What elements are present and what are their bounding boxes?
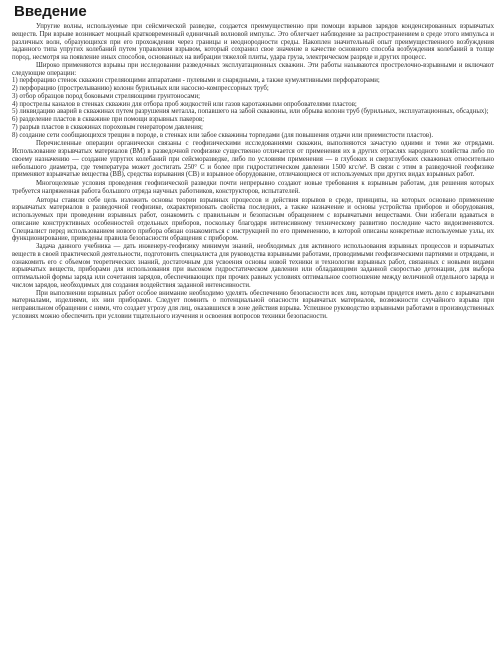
paragraph: 2) перфорацию (прострелыванию) колонн бурильных или насосно-компрессорных труб; (12, 85, 269, 92)
paragraph: При выполнении взрывных работ особое внимание необходимо уделять обеспечению безопасности всех лиц, которым придется иметь дело с взрывчатыми материалами, изделиями, их нии приборами. Следует помнить о потенциальной опасности взрывчатых материалов, возможности случайного взрыва при неправильном обращении с ними, что создает угрозу для лиц, оказавшихся в зоне действия взрыва. Успешное руководство взрывными работами в производственных условиях можно обеспечить при условии тщательного изучения и освоения вопросов техники безопасности. (12, 289, 494, 320)
paragraph: Авторы ставили себе цель изложить основы теории взрывных процессов и действия взрывов в среде, принципы, на которых основано применение взрывчатых материалов в разведочной геофизике, охарактеризовать свойства последних, а также назначение и основы устройства приборов и оборудования, используемых при проведении взрывных работ, ознакомить с правильным и безопасным обращением с взрывчатыми веществами. Они избегали вдаваться в описание конструктивных особенностей отдельных приборов, поскольку благодаря интенсивному техническому развитию последние часто видоизменяются. Специалист перед использованием нового прибора обязан ознакомиться с инструкцией по его применению, в которой описаны конкретные используемые узлы, их функционирование, приведены правила безопасности обращения с прибором. (12, 196, 494, 243)
paragraph: 8) создание сети сообщающихся трещин в породе, в стенках или забое скважины торпедами (для повышения отдачи или приемистости пластов). (12, 131, 434, 139)
paragraph: Упругие волны, используемые при сейсмической разведке, создается преимущественно при помощи взрывов зарядов конденсированных взрывчатых веществ. При взрыве возникает мощный кратковременный единичный волновой импульс. Это облегчает наблюдение за распространением в среде этого импульса и различных волн, образующихся при его прохождении через границы и неоднородности среды. Накоплен значительный опыт преимущественного возбуждения заданного типа упругих колебаний путем управления взрывом, который сохранил свое значение в качестве основного способа возбуждения колебаний в толще пород, несмотря на появление иных способов, основанных на вибрации тяжелой плиты, удара груза, электрическом разряде и других процесс. (12, 23, 494, 61)
document-body (12, 23, 494, 321)
document-title: Введение (14, 3, 87, 20)
paragraph: 4) прострелы каналов в стенках скважин для отбора проб жидкостей или газов каротажными опробователями пластов; (12, 100, 357, 108)
paragraph: Перечисленные операции органически связаны с геофизическими исследованиями скважин, выполняются зачастую одними и теми же отрядами. Использование взрывчатых материалов (ВМ) в разведочной геофизике существенно отличается от применения их в других отраслях народного хозяйства либо по своему назначению — создание упругих колебаний при сейсморазведке, либо по условиям применения — в глубоких и сверхглубоких скважинах относительно небольшого диаметра, где температура может достигать 250° С и более при гидростатическом давлении 1500 кгс/м². В связи с этим в разведочной геофизике применяют взрывчатые вещества (ВВ), средства взрывания (СВ) и взрывное оборудование, отличающиеся от используемых при других видах взрывных работ. (12, 140, 494, 179)
paragraph: Широко применяются взрывы при исследовании разведочных эксплуатационных скважин. Эти работы называются прострелочно-взрывными и включают следующие операции: (12, 61, 494, 77)
paragraph: 6) разделение пластов в скважине при помощи взрывных пакеров; (12, 116, 205, 123)
paragraph: 5) ликвидацию аварий в скважинах путем разрушения металла, попавшего на забой скважины, или обрыва колонн труб (бурильных, эксплуатационных, обсадных); (12, 108, 489, 116)
paragraph: 3) отбор образцов пород боковыми стреляющими грунтоносами; (12, 92, 201, 100)
paragraph: 7) разрыв пластов в скважинах пороховым генератором давления; (12, 123, 203, 131)
paragraph: 1) перфорацию стенок скважин стреляющими аппаратами - пулевыми и снарядными, а также кумулятивными перфораторами; (12, 77, 380, 85)
paragraph: Многоцелевые условия проведения геофизической разведки почти непрерывно создают новые требования к взрывным работам, для решения которых требуется напряженная работа большого отряда научных работников, конструкторов, испытателей. (12, 180, 494, 195)
paragraph: Задача данного учебника — дать инженеру-геофизику минимум знаний, необходимых для активного использования взрывных процессов и взрывчатых веществ в своей практической деятельности, подготовить специалиста для руководства взрывными работами, проводимыми геофизическими партиями и отрядами, и ознакомить его с объемом теоретических знаний, достаточным для усвоения основы новой техники и технологии взрывных работ, связанных с новыми видами взрывчатых веществ, приборами для использования при высоком гидростатическом давлении или обладающими заданной скоростью детонации, для выбора оптимальной формы заряда или сочетания зарядов, обеспечивающих при прочих равных условиях оптимальное соотношение между величиной отдельного заряда и числом зарядов, необходимых для создания воздействия заданной интенсивности. (12, 243, 494, 289)
